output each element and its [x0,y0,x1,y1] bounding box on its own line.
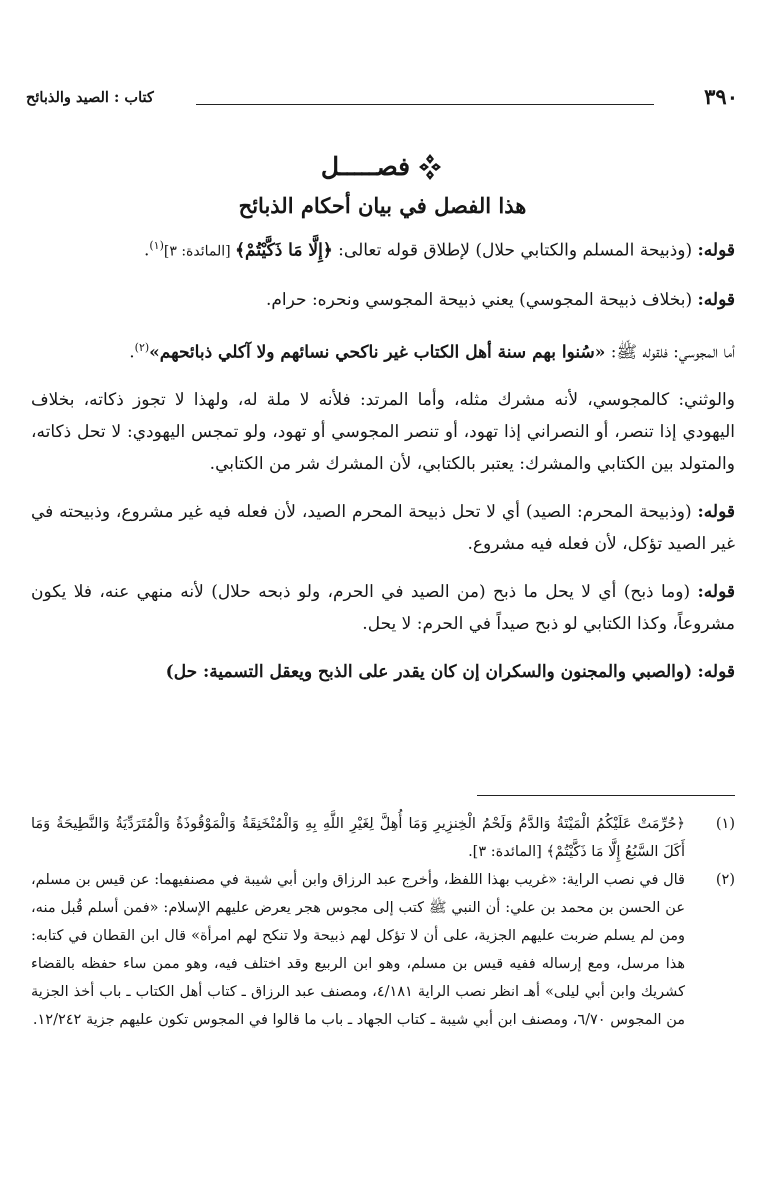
qawluhu-keyword: قوله: [697,662,735,683]
footnote-reference: [المائدة: ٣]. [468,844,547,860]
footnote-text [31,810,685,866]
matn-quote: (وذبيحة المسلم والكتابي حلال) [475,240,693,261]
paragraph-5 [31,496,735,560]
footnote-number: (٢) [715,872,735,888]
footnote-number: (١) [715,816,735,832]
running-title: كتاب : الصيد والذبائح [26,89,154,106]
footnote-marker[interactable]: (١) [149,239,164,252]
qawluhu-keyword: قوله: [697,240,735,261]
paragraph-6 [31,576,735,640]
paragraph-4 [31,384,735,480]
matn-quote: (بخلاف ذبيحة المجوسي) [519,289,693,310]
commentary-text: أما المجوسي: فلقوله ﷺ: [605,342,735,363]
matn-quote: (والصبي والمجنون والسكران إن كان يقدر على الذبح ويعقل التسمية: حل) [165,662,693,683]
paragraph-7 [31,656,735,688]
sentence-end: . [129,342,135,363]
section-subtitle: هذا الفصل في بيان أحكام الذبائح [238,193,527,218]
qawluhu-keyword: قوله: [697,502,735,523]
body-text [31,230,735,704]
commentary-text: لإطلاق قوله تعالى: [332,240,476,261]
header-rule [196,104,654,105]
sentence-end: . [143,240,150,261]
qawluhu-keyword: قوله: [697,289,735,310]
matn-quote: (وما ذبح) [623,582,691,603]
commentary-text: أي لا يحل ما ذبح [485,582,624,603]
quran-quote: ﴿إِلَّا مَا ذَكَّيْتُمْ﴾ [235,240,333,261]
footnote-2 [31,866,735,1034]
footnote-separator [477,795,735,796]
page-number: ٣٩٠ [704,84,738,109]
commentary-text-2: لأنه منهي عنه، فلا يكون مشروعاً، وكذا الكتابي لو ذبح صيداً في الحرم: لا يحل. [31,582,735,635]
footnote-1 [31,810,735,866]
footnote-marker[interactable]: (٢) [134,340,150,354]
commentary-text: يعني ذبيحة المجوسي ونحره: حرام. [266,289,520,310]
hadith-quote: «سُنوا بهم سنة أهل الكتاب غير ناكحي نسائهم ولا آكلي ذبائحهم» [149,342,606,363]
paragraph-1 [31,230,735,268]
footnote-text: قال في نصب الراية: «غريب بهذا اللفظ، وأخرج عبد الرزاق وابن أبي شيبة في مصنفيهما: عن قيس بن مسلم، عن الحسن بن محمد بن علي: أن النبي ﷺ كتب إلى مجوس هجر يعرض عليهم الإسلام: «فمن أسلم قُبل منه، ومن لم يسلم ضربت عليهم الجزية، على أن لا تؤكل لهم ذبيحة ولا تنكح لهم امرأة» قال ابن القطان في كتابه: هذا مرسل، ومع إرساله ففيه قيس بن مسلم، وهو ابن الربيع وقد اختلف فيه، وهو ممن ساء حفظه بالقضاء كشريك وابن أبي ليلى» أهـ انظر نصب الراية ٤/١٨١، ومصنف عبد الرزاق ـ كتاب أهل الكتاب ـ باب أخذ الجزية من المجوس ٦/٧٠، ومصنف ابن أبي شيبة ـ كتاب الجهاد ـ باب ما قالوا في المجوس تكون عليهم جزية ١٢/٢٤٢. [31,872,685,1028]
footnote-quran-quote: ﴿حُرِّمَتْ عَلَيْكُمُ الْمَيْتَةُ وَالدَّمُ وَلَحْمُ الْخِنزِيرِ وَمَا أُهِلَّ لِغَيْرِ اللَّهِ بِهِ وَالْمُنْخَنِقَةُ وَالْمَوْقُوذَةُ وَالْمُتَرَدِّيَةُ وَالنَّطِيحَةُ وَمَا أَكَلَ السَّبُعُ إِلَّا مَا ذَكَّيْتُمْ﴾ [31,816,685,860]
section-heading-title: فصـــــل [320,152,411,181]
qawluhu-keyword: قوله: [697,582,736,603]
commentary-text: أي لا تحل ذبيحة المحرم الصيد، لأن فعله فيه غير مشروع، وذبيحته في غير الصيد تؤكل، لأن فعله فيه مشروع. [31,502,735,555]
matn-quote: (وذبيحة المحرم: الصيد) [525,502,692,523]
commentary-text: والوثني: كالمجوسي، لأنه مشرك مثله، وأما المرتد: فلأنه لا ملة له، ولهذا لا تجوز ذكاته، بخلاف اليهودي إذا تنصر، أو النصراني إذا تهود، أو تنصر المجوسي أو تهود، ولو تمجس اليهودي: لا تحل ذكاته، والمتولد بين الكتابي والمشرك: يعتبر بالكتابي، لأن المشرك شر من الكتابي. [31,390,735,475]
quran-reference: [المائدة: ٣] [163,243,236,260]
paragraph-3 [31,332,735,369]
page-header [26,84,738,114]
paragraph-2 [31,284,735,316]
section-heading [0,152,765,188]
four-diamond-ornament-icon [416,153,444,181]
footnotes [31,810,735,1034]
matn-quote-2: (من الصيد في الحرم، ولو ذبحه حلال) [211,582,486,603]
